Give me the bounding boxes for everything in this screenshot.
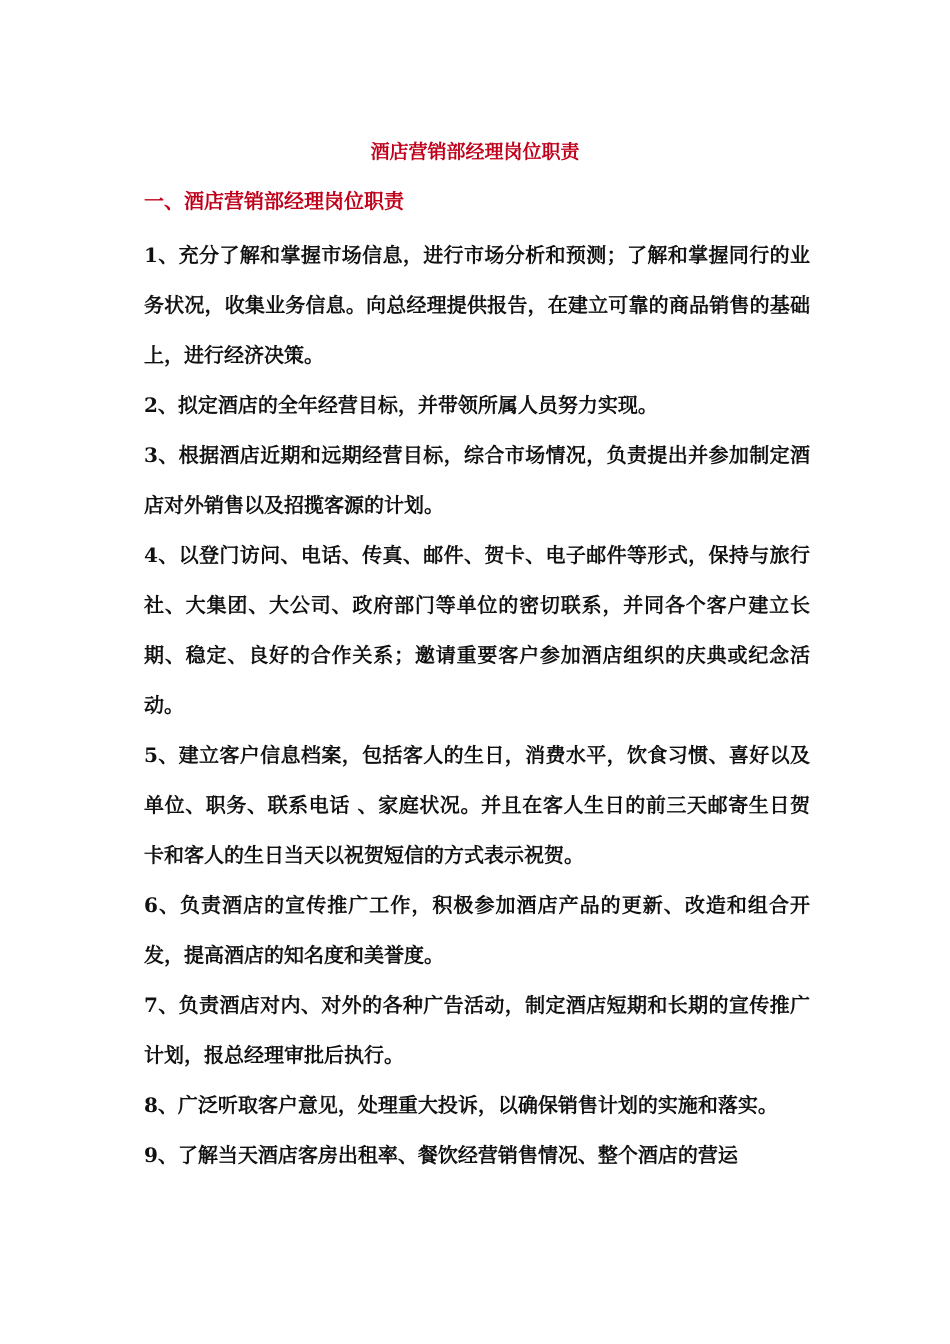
duty-paragraph-9: 9、了解当天酒店客房出租率、餐饮经营销售情况、整个酒店的营运 — [144, 1143, 738, 1167]
document-title: 酒店营销部经理岗位职责 — [370, 141, 580, 163]
duty-paragraph-8: 8、广泛听取客户意见，处理重大投诉，以确保销售计划的实施和落实。 — [144, 1093, 778, 1117]
duty-paragraph-3: 3、根据酒店近期和远期经营目标，综合市场情况，负责提出并参加制定酒店对外销售以及招揽客源的计划。 — [144, 443, 810, 517]
duty-paragraph-4: 4、以登门访问、电话、传真、邮件、贺卡、电子邮件等形式，保持与旅行社、大集团、大公司、政府部门等单位的密切联系，并同各个客户建立长期、稳定、良好的合作关系；邀请重要客户参加酒店组织的庆典或纪念活动。 — [144, 543, 810, 717]
duties-list — [144, 230, 810, 1180]
duty-paragraph-6: 6、负责酒店的宣传推广工作，积极参加酒店产品的更新、改造和组合开发，提高酒店的知名度和美誉度。 — [144, 893, 810, 967]
duty-paragraph-5: 5、建立客户信息档案，包括客人的生日，消费水平，饮食习惯、喜好以及单位、职务、联系电话 、家庭状况。并且在客人生日的前三天邮寄生日贺卡和客人的生日当天以祝贺短信的方式表示祝贺。 — [144, 743, 810, 867]
duty-paragraph-7: 7、负责酒店对内、对外的各种广告活动，制定酒店短期和长期的宣传推广计划，报总经理审批后执行。 — [144, 993, 810, 1067]
duty-paragraph-1: 1、充分了解和掌握市场信息，进行市场分析和预测；了解和掌握同行的业务状况，收集业务信息。向总经理提供报告，在建立可靠的商品销售的基础上，进行经济决策。 — [144, 243, 810, 367]
section-heading: 一、酒店营销部经理岗位职责 — [144, 189, 404, 213]
duty-paragraph-2: 2、拟定酒店的全年经营目标，并带领所属人员努力实现。 — [144, 393, 658, 417]
